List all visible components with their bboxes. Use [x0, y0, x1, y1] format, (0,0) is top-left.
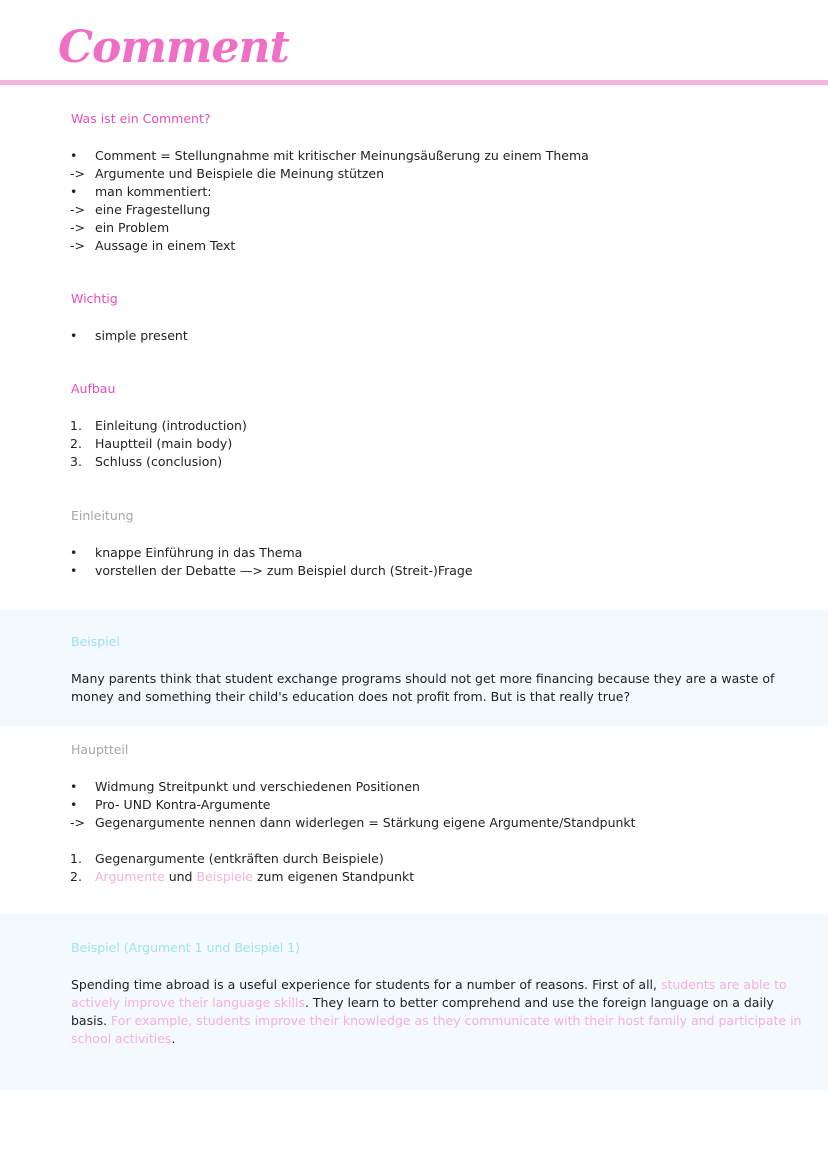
example-band: [0, 610, 828, 726]
text-und: und: [164, 869, 197, 884]
aufbau-list: [70, 417, 247, 471]
list-item: [70, 453, 247, 471]
list-marker: ->: [70, 815, 85, 830]
list-marker: ->: [70, 220, 85, 235]
list-item: [70, 237, 589, 255]
list-text: Pro- UND Kontra-Argumente: [95, 797, 271, 812]
list-item: [70, 778, 636, 796]
list-marker: 2.: [70, 869, 82, 884]
heading-beispiel: Beispiel: [71, 634, 120, 649]
heading-einleitung: Einleitung: [71, 508, 134, 523]
list-marker: •: [70, 797, 78, 812]
list-item: [70, 417, 247, 435]
wichtig-list: [70, 327, 188, 345]
einleitung-list: [70, 544, 473, 580]
example-paragraph-2: [71, 976, 807, 1048]
list-marker: 1.: [70, 418, 82, 433]
list-item: [70, 327, 188, 345]
para-text: Spending time abroad is a useful experience for students for a number of reasons. First of all,: [71, 977, 661, 992]
list-item: [70, 814, 636, 832]
list-item: [70, 201, 589, 219]
list-text: ein Problem: [95, 220, 170, 235]
list-item: [70, 183, 589, 201]
list-item: [70, 796, 636, 814]
heading-was-ist: Was ist ein Comment?: [71, 111, 211, 126]
list-text: Gegenargumente (entkräften durch Beispiele): [95, 851, 384, 866]
highlight-example: For example, students improve their knowledge as they communicate with their host family and participate in school activities: [71, 1013, 802, 1046]
title-underline: [0, 80, 828, 85]
list-text: vorstellen der Debatte —> zum Beispiel durch (Streit-)Frage: [95, 563, 473, 578]
list-text: Hauptteil (main body): [95, 436, 233, 451]
list-text: Argumente und Beispiele die Meinung stützen: [95, 166, 385, 181]
highlight-argument: students are able to actively improve their language skills: [71, 977, 787, 1010]
list-text: simple present: [95, 328, 188, 343]
list-marker: •: [70, 184, 78, 199]
list-item: [70, 165, 589, 183]
list-marker: 3.: [70, 454, 82, 469]
list-text: Einleitung (introduction): [95, 418, 247, 433]
list-marker: 1.: [70, 851, 82, 866]
heading-aufbau: Aufbau: [71, 381, 116, 396]
highlight-beispiele: Beispiele: [196, 869, 253, 884]
list-marker: •: [70, 545, 78, 560]
text-standpunkt: zum eigenen Standpunkt: [252, 869, 415, 884]
list-marker: ->: [70, 202, 85, 217]
list-item: [70, 219, 589, 237]
hauptteil-steps: [70, 850, 414, 886]
list-text: eine Fragestellung: [95, 202, 211, 217]
list-item: [70, 850, 414, 868]
page-title: Comment: [58, 22, 289, 73]
list-text: Aussage in einem Text: [95, 238, 236, 253]
hauptteil-list: [70, 778, 636, 832]
list-marker: •: [70, 328, 78, 343]
heading-wichtig: Wichtig: [71, 291, 118, 306]
list-text: Widmung Streitpunkt und verschiedenen Positionen: [95, 779, 420, 794]
list-text: man kommentiert:: [95, 184, 212, 199]
list-text: Comment = Stellungnahme mit kritischer Meinungsäußerung zu einem Thema: [95, 148, 589, 163]
para-text: . They learn to better comprehend and use the foreign language on a daily basis.: [71, 995, 774, 1028]
list-marker: 2.: [70, 436, 82, 451]
list-item: [70, 562, 473, 580]
list-text: knappe Einführung in das Thema: [95, 545, 303, 560]
example-paragraph: Many parents think that student exchange programs should not get more financing because they are a waste of money and something their child's education does not profit from. But is that really true?: [71, 671, 775, 704]
was-ist-list: [70, 147, 589, 255]
list-text: [95, 868, 414, 886]
list-item: [70, 147, 589, 165]
highlight-argumente: Argumente: [95, 869, 165, 884]
para-text: .: [171, 1031, 176, 1046]
heading-hauptteil: Hauptteil: [71, 742, 129, 757]
list-item: [70, 868, 414, 886]
list-text: Gegenargumente nennen dann widerlegen = Stärkung eigene Argumente/Standpunkt: [95, 815, 636, 830]
list-marker: •: [70, 148, 78, 163]
list-marker: ->: [70, 238, 85, 253]
list-marker: ->: [70, 166, 85, 181]
list-marker: •: [70, 563, 78, 578]
list-text: Schluss (conclusion): [95, 454, 223, 469]
list-item: [70, 544, 473, 562]
list-marker: •: [70, 779, 78, 794]
list-item: [70, 435, 247, 453]
heading-beispiel-argument: Beispiel (Argument 1 und Beispiel 1): [71, 940, 300, 955]
